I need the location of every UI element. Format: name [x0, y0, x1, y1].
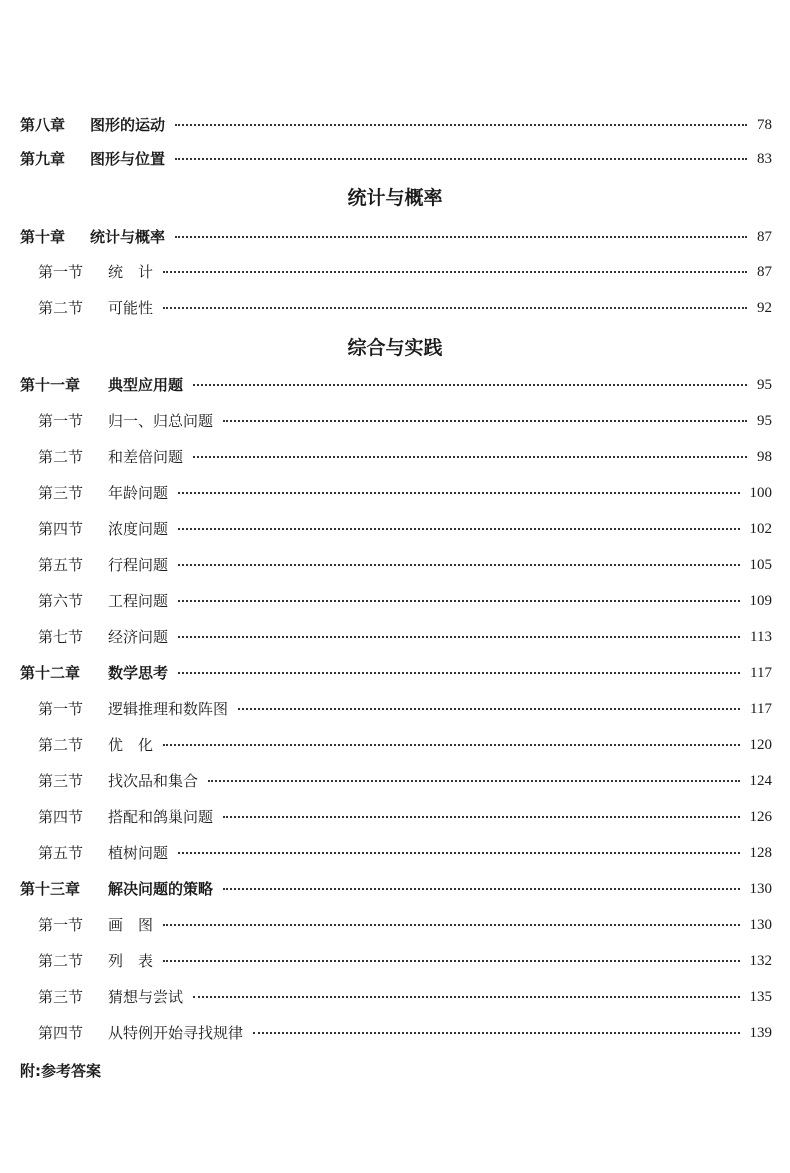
section-number: 第三节	[38, 484, 84, 502]
page-number: 98	[757, 449, 772, 465]
chapter-title: 典型应用题	[108, 376, 184, 394]
section-title: 和差倍问题	[108, 448, 184, 466]
page-number: 132	[749, 953, 772, 969]
dot-leader	[223, 888, 739, 890]
part-heading: 统计与概率	[347, 187, 443, 209]
chapter-number: 第十三章	[20, 880, 81, 898]
section-number: 第四节	[38, 520, 84, 538]
toc-section-row[interactable]	[0, 478, 790, 508]
page-number: 117	[750, 665, 772, 681]
chapter-title: 数学思考	[108, 664, 169, 682]
dot-leader	[163, 271, 747, 273]
toc-section-row[interactable]	[0, 694, 790, 724]
chapter-number: 第十章	[20, 228, 66, 246]
toc-section-row[interactable]	[0, 910, 790, 940]
section-title: 优 化	[108, 736, 154, 754]
section-title: 可能性	[108, 299, 154, 317]
page-number: 92	[757, 300, 772, 316]
chapter-title: 图形的运动	[90, 116, 166, 134]
dot-leader	[178, 672, 740, 674]
section-title: 统 计	[108, 263, 154, 281]
section-number: 第一节	[38, 700, 84, 718]
dot-leader	[175, 236, 747, 238]
section-number: 第三节	[38, 988, 84, 1006]
toc-section-row[interactable]	[0, 442, 790, 472]
section-number: 第四节	[38, 808, 84, 826]
page-number: 87	[757, 229, 772, 245]
toc-section-row[interactable]	[0, 550, 790, 580]
section-title: 搭配和鸽巢问题	[108, 808, 214, 826]
toc-section-row[interactable]	[0, 257, 790, 287]
section-number: 第一节	[38, 263, 84, 281]
section-title: 行程问题	[108, 556, 169, 574]
dot-leader	[193, 384, 747, 386]
section-title: 从特例开始寻找规律	[108, 1024, 244, 1042]
dot-leader	[178, 600, 739, 602]
section-title: 逻辑推理和数阵图	[108, 700, 229, 718]
section-title: 工程问题	[108, 592, 169, 610]
dot-leader	[163, 307, 747, 309]
page-number: 130	[749, 881, 772, 897]
toc-chapter-row[interactable]	[0, 658, 790, 688]
dot-leader	[178, 564, 739, 566]
section-number: 第三节	[38, 772, 84, 790]
section-title: 年龄问题	[108, 484, 169, 502]
toc-chapter-row[interactable]	[0, 144, 790, 174]
page-number: 109	[749, 593, 772, 609]
dot-leader	[163, 924, 739, 926]
page-number: 117	[750, 701, 772, 717]
page-number: 105	[749, 557, 772, 573]
toc-section-row[interactable]	[0, 293, 790, 323]
dot-leader	[163, 960, 739, 962]
toc-section-row[interactable]	[0, 766, 790, 796]
section-title: 植树问题	[108, 844, 169, 862]
page-number: 139	[749, 1025, 772, 1041]
section-title: 列 表	[108, 952, 154, 970]
dot-leader	[163, 744, 739, 746]
chapter-number: 第十一章	[20, 376, 81, 394]
chapter-number: 第十二章	[20, 664, 81, 682]
toc-section-row[interactable]	[0, 406, 790, 436]
section-number: 第五节	[38, 556, 84, 574]
page-number: 135	[749, 989, 772, 1005]
toc-section-row[interactable]	[0, 514, 790, 544]
page-number: 128	[749, 845, 772, 861]
section-number: 第五节	[38, 844, 84, 862]
dot-leader	[223, 816, 739, 818]
part-heading: 综合与实践	[347, 337, 443, 359]
page-number: 124	[749, 773, 772, 789]
toc-section-row[interactable]	[0, 982, 790, 1012]
page-number: 83	[757, 151, 772, 167]
dot-leader	[175, 158, 747, 160]
page-number: 100	[749, 485, 772, 501]
chapter-title: 解决问题的策略	[108, 880, 214, 898]
section-number: 第二节	[38, 299, 84, 317]
page-number: 126	[749, 809, 772, 825]
section-title: 浓度问题	[108, 520, 169, 538]
section-number: 第二节	[38, 448, 84, 466]
dot-leader	[193, 456, 747, 458]
page-number: 102	[749, 521, 772, 537]
page-number: 95	[757, 413, 772, 429]
page-number: 78	[757, 117, 772, 133]
toc-section-row[interactable]	[0, 730, 790, 760]
chapter-number: 第九章	[20, 150, 66, 168]
toc-chapter-row[interactable]	[0, 370, 790, 400]
section-number: 第一节	[38, 412, 84, 430]
dot-leader	[178, 852, 739, 854]
section-number: 第一节	[38, 916, 84, 934]
toc-section-row[interactable]	[0, 946, 790, 976]
section-number: 第六节	[38, 592, 84, 610]
toc-section-row[interactable]	[0, 838, 790, 868]
chapter-title: 统计与概率	[90, 228, 166, 246]
dot-leader	[178, 492, 739, 494]
toc-chapter-row[interactable]	[0, 874, 790, 904]
dot-leader	[178, 528, 739, 530]
section-title: 画 图	[108, 916, 154, 934]
toc-section-row[interactable]	[0, 622, 790, 652]
dot-leader	[223, 420, 747, 422]
section-title: 找次品和集合	[108, 772, 199, 790]
chapter-number: 第八章	[20, 116, 66, 134]
toc-chapter-row[interactable]	[0, 222, 790, 252]
dot-leader	[193, 996, 739, 998]
page-number: 113	[750, 629, 772, 645]
page-number: 95	[757, 377, 772, 393]
toc-section-row[interactable]	[0, 586, 790, 616]
toc-section-row[interactable]	[0, 1018, 790, 1048]
dot-leader	[253, 1032, 739, 1034]
dot-leader	[178, 636, 740, 638]
dot-leader	[208, 780, 739, 782]
section-number: 第四节	[38, 1024, 84, 1042]
section-number: 第二节	[38, 736, 84, 754]
toc-chapter-row[interactable]	[0, 110, 790, 140]
toc-section-row[interactable]	[0, 802, 790, 832]
page-number: 120	[749, 737, 772, 753]
page-number: 87	[757, 264, 772, 280]
section-title: 猜想与尝试	[108, 988, 184, 1006]
dot-leader	[175, 124, 747, 126]
section-title: 经济问题	[108, 628, 169, 646]
section-number: 第七节	[38, 628, 84, 646]
page-number: 130	[749, 917, 772, 933]
section-number: 第二节	[38, 952, 84, 970]
chapter-title: 图形与位置	[90, 150, 166, 168]
section-title: 归一、归总问题	[108, 412, 214, 430]
dot-leader	[238, 708, 740, 710]
appendix-title[interactable]: 附:参考答案	[20, 1062, 101, 1080]
